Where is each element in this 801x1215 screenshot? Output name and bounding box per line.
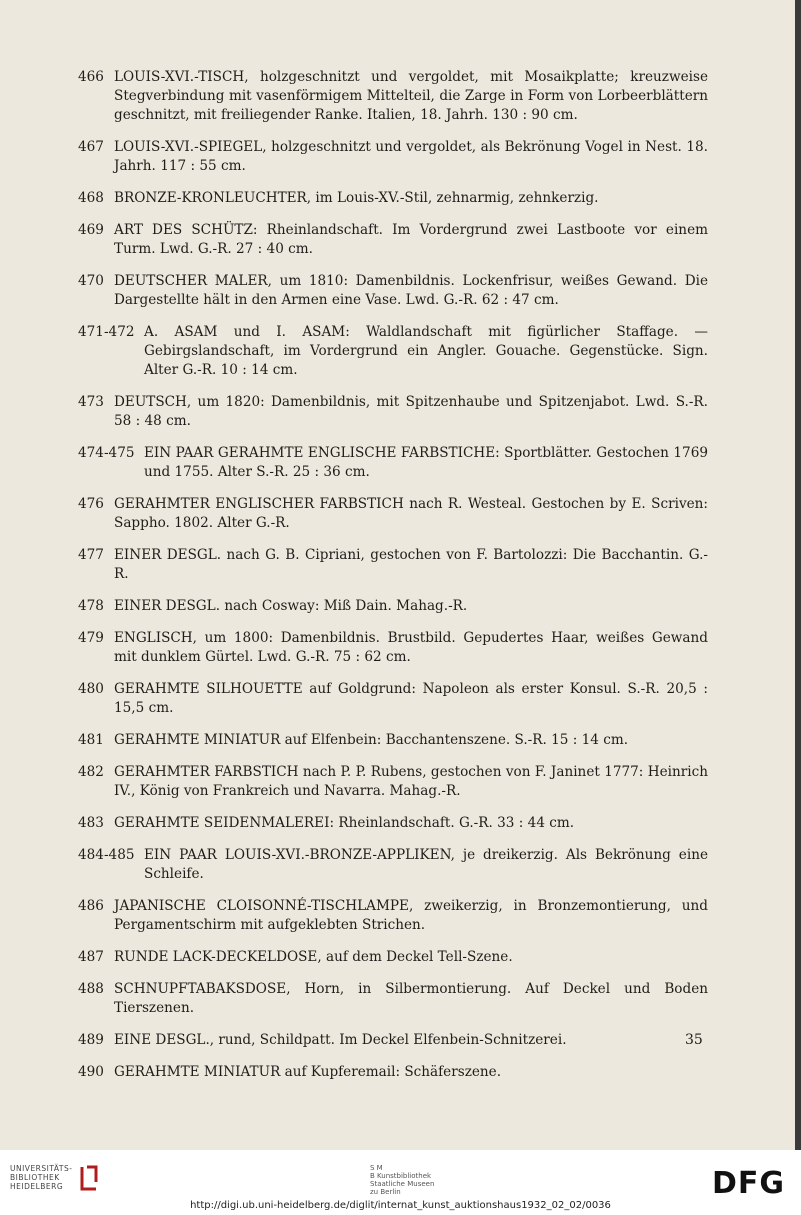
lot-number: 490 xyxy=(78,1064,104,1080)
lot-number: 471-472 xyxy=(78,324,135,340)
catalog-entry xyxy=(78,444,708,482)
lot-number: 478 xyxy=(78,598,104,614)
uni-logo-line: HEIDELBERG xyxy=(10,1182,64,1191)
university-library-logo[interactable] xyxy=(10,1164,72,1191)
catalog-entry xyxy=(78,138,708,176)
catalog-entry xyxy=(78,597,708,616)
lot-number: 466 xyxy=(78,69,104,85)
catalog-entry xyxy=(78,763,708,801)
kunstbibliothek-logo[interactable] xyxy=(370,1164,434,1196)
catalog-entry xyxy=(78,495,708,533)
lot-description: DEUTSCH, um 1820: Damenbildnis, mit Spitzenhaube und Spitzenjabot. Lwd. S.-R. 58 : 48 cm. xyxy=(114,394,708,429)
lot-description: GERAHMTE SILHOUETTE auf Goldgrund: Napoleon als erster Konsul. S.-R. 20,5 : 15,5 cm. xyxy=(114,681,708,716)
catalog-entry xyxy=(78,393,708,431)
uni-logo-line: UNIVERSITÄTS- xyxy=(10,1164,73,1173)
lot-number: 470 xyxy=(78,273,104,289)
lot-description: EIN PAAR LOUIS-XVI.-BRONZE-APPLIKEN, je dreikerzig. Als Bekrönung eine Schleife. xyxy=(144,847,708,882)
catalog-entry xyxy=(78,629,708,667)
catalog-entry xyxy=(78,897,708,935)
permalink-url[interactable]: http://digi.ub.uni-heidelberg.de/diglit/internat_kunst_auktionshaus1932_02_02/0036 xyxy=(190,1200,611,1211)
lot-description: GERAHMTE MINIATUR auf Kupferemail: Schäferszene. xyxy=(114,1064,502,1080)
catalog-entry xyxy=(78,189,708,208)
lot-number: 473 xyxy=(78,394,104,410)
lot-description: GERAHMTE SEIDENMALEREI: Rheinlandschaft. G.-R. 33 : 44 cm. xyxy=(114,815,575,831)
page-edge xyxy=(795,0,801,1150)
lot-number: 479 xyxy=(78,630,104,646)
kb-logo-line: Staatliche Museen xyxy=(370,1180,435,1188)
lot-description: DEUTSCHER MALER, um 1810: Damenbildnis. Lockenfrisur, weißes Gewand. Die Dargestellte hält in den Armen eine Vase. Lwd. G.-R. 62 : 47 cm. xyxy=(114,273,708,308)
catalog-entry xyxy=(78,680,708,718)
lot-number: 488 xyxy=(78,981,104,997)
catalog-entry xyxy=(78,980,708,1018)
kb-logo-line: S M xyxy=(370,1164,383,1172)
lot-description: GERAHMTE MINIATUR auf Elfenbein: Bacchantenszene. S.-R. 15 : 14 cm. xyxy=(114,732,629,748)
lot-description: SCHNUPFTABAKSDOSE, Horn, in Silbermontierung. Auf Deckel und Boden Tierszenen. xyxy=(114,981,708,1016)
lot-description: EINER DESGL. nach G. B. Cipriani, gestochen von F. Bartolozzi: Die Bacchantin. G.-R. xyxy=(114,547,708,582)
lot-number: 468 xyxy=(78,190,104,206)
catalog-entries xyxy=(78,68,708,1095)
catalog-entry xyxy=(78,846,708,884)
lot-description: EIN PAAR GERAHMTE ENGLISCHE FARBSTICHE: Sportblätter. Gestochen 1769 und 1755. Alter S.-R. 25 : 36 cm. xyxy=(144,445,708,480)
lot-description: GERAHMTER ENGLISCHER FARBSTICH nach R. Westeal. Gestochen by E. Scriven: Sappho. 1802. Alter G.-R. xyxy=(114,496,708,531)
lot-number: 477 xyxy=(78,547,104,563)
catalog-entry xyxy=(78,272,708,310)
lot-number: 476 xyxy=(78,496,104,512)
lot-number: 484-485 xyxy=(78,847,135,863)
catalog-entry xyxy=(78,948,708,967)
lot-number: 487 xyxy=(78,949,104,965)
lot-description: EINE DESGL., rund, Schildpatt. Im Deckel Elfenbein-Schnitzerei. xyxy=(114,1032,567,1048)
lot-number: 482 xyxy=(78,764,104,780)
lot-description: RUNDE LACK-DECKELDOSE, auf dem Deckel Tell-Szene. xyxy=(114,949,513,965)
lot-description: JAPANISCHE CLOISONNÉ-TISCHLAMPE, zweikerzig, in Bronzemontierung, und Pergamentschirm mit aufgeklebten Strichen. xyxy=(114,898,708,933)
catalog-entry xyxy=(78,221,708,259)
lot-number: 489 xyxy=(78,1032,104,1048)
lot-description: LOUIS-XVI.-SPIEGEL, holzgeschnitzt und vergoldet, als Bekrönung Vogel in Nest. 18. Jahrh. 117 : 55 cm. xyxy=(114,139,708,174)
catalog-entry xyxy=(78,1063,708,1082)
lot-description: GERAHMTER FARBSTICH nach P. P. Rubens, gestochen von F. Janinet 1777: Heinrich IV., König von Frankreich und Navarra. Mahag.-R. xyxy=(114,764,708,799)
lot-description: EINER DESGL. nach Cosway: Miß Dain. Mahag.-R. xyxy=(114,598,468,614)
dfg-logo[interactable]: DFG xyxy=(712,1166,786,1201)
lot-number: 480 xyxy=(78,681,104,697)
lot-description: BRONZE-KRONLEUCHTER, im Louis-XV.-Stil, zehnarmig, zehnkerzig. xyxy=(114,190,599,206)
lot-description: ENGLISCH, um 1800: Damenbildnis. Brustbild. Gepudertes Haar, weißes Gewand mit dunklem Gürtel. Lwd. G.-R. 75 : 62 cm. xyxy=(114,630,708,665)
lot-number: 486 xyxy=(78,898,104,914)
lot-number: 469 xyxy=(78,222,104,238)
catalog-entry xyxy=(78,546,708,584)
catalog-entry xyxy=(78,1031,708,1050)
lot-description: A. ASAM und I. ASAM: Waldlandschaft mit figürlicher Staffage. — Gebirgslandschaft, im Vordergrund ein Angler. Gouache. Gegenstücke. Sign. Alter G.-R. 10 : 14 cm. xyxy=(144,324,708,378)
lot-description: ART DES SCHÜTZ: Rheinlandschaft. Im Vordergrund zwei Lastboote vor einem Turm. Lwd. G.-R. 27 : 40 cm. xyxy=(114,222,708,257)
catalog-entry xyxy=(78,68,708,125)
lot-number: 483 xyxy=(78,815,104,831)
uni-logo-line: BIBLIOTHEK xyxy=(10,1173,60,1182)
page-number: 35 xyxy=(685,1032,703,1048)
catalog-entry xyxy=(78,323,708,380)
kb-logo-line: B Kunstbibliothek xyxy=(370,1172,432,1180)
kb-logo-line: zu Berlin xyxy=(370,1188,401,1196)
footer xyxy=(0,1150,801,1215)
catalog-entry xyxy=(78,731,708,750)
lot-number: 467 xyxy=(78,139,104,155)
lot-description: LOUIS-XVI.-TISCH, holzgeschnitzt und vergoldet, mit Mosaikplatte; kreuzweise Stegverbindung mit vasenförmigem Mittelteil, die Zarge in Form von Lorbeerblättern geschnitzt, mit freiliegender Ranke. Italien, 18. Jahrh. 130 : 90 cm. xyxy=(114,69,708,123)
lot-number: 474-475 xyxy=(78,445,135,461)
lot-number: 481 xyxy=(78,732,104,748)
catalog-entry xyxy=(78,814,708,833)
heidelberg-emblem-icon xyxy=(78,1164,100,1192)
